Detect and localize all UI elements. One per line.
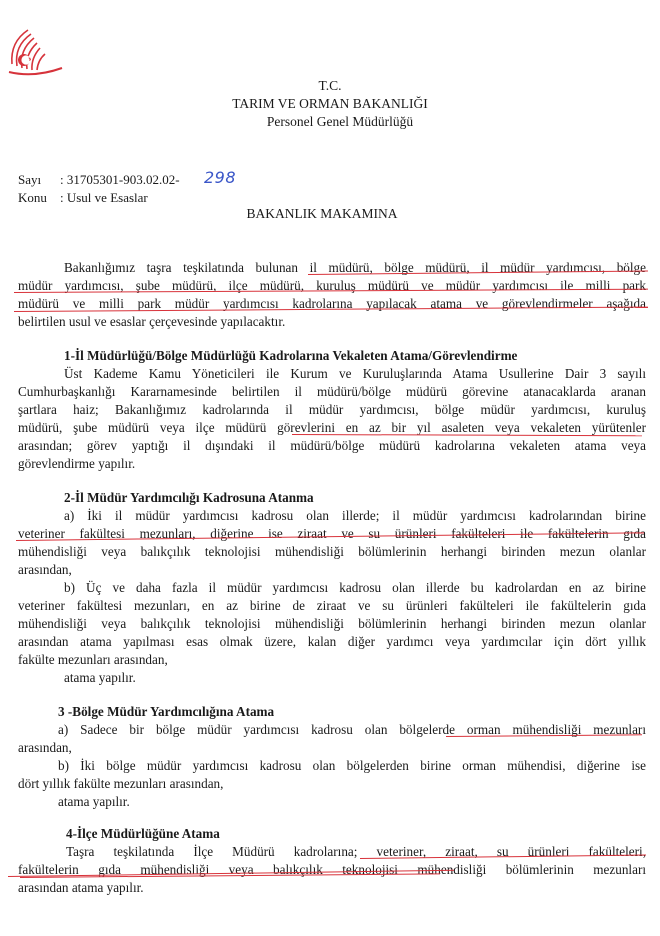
section-line: müdürü, şube müdürü veya ilçe müdürü görevlerini en az bir yıl asaleten veya vekaleten yürütenler	[18, 420, 646, 435]
addressee: BAKANLIK MAKAMINA	[246, 206, 398, 221]
sayi-value: : 31705301-903.02.02-	[60, 172, 180, 187]
intro-line: müdür yardımcısı, şube müdürü, ilçe müdürü, kuruluş müdürü ve müdür yardımcısı ile milli park	[18, 278, 646, 293]
sayi-label: Sayı	[18, 172, 42, 187]
section-line: fakültelerin gıda mühendisliği veya balıkçılık teknolojisi mühendisliği bölümlerinin mezunları	[18, 862, 646, 877]
section-line: Cumhurbaşkanlığı Kararnamesinde belirtilen il müdürü/bölge müdürü görevine atanacaklarda aranan	[18, 384, 646, 399]
section-line: atama yapılır.	[64, 670, 136, 685]
section-title: 1-İl Müdürlüğü/Bölge Müdürlüğü Kadrolarına Vekaleten Atama/Görevlendirme	[64, 348, 518, 363]
section-line: atama yapılır.	[58, 794, 130, 809]
section-line: Taşra teşkilatında İlçe Müdürü kadrolarına; veteriner, ziraat, su ürünleri fakülteleri,	[66, 844, 646, 859]
section-title: 4-İlçe Müdürlüğüne Atama	[66, 826, 220, 841]
section-line: arasından atama yapılır.	[18, 880, 144, 895]
intro-line: Bakanlığımız taşra teşkilatında bulunan il müdürü, bölge müdürü, il müdür yardımcısı, bölge	[64, 260, 646, 275]
section-line: dört yıllık fakülte mezunları arasından,	[18, 776, 224, 791]
section-line: arasından; görev yaptığı il dışındaki il müdürü/bölge müdürü kadrolarına vekaleten atama veya	[18, 438, 646, 453]
section-line: veteriner fakültesi mezunları, en az birine de ziraat ve su ürünleri fakülteleri ile fakültelerin gıda	[18, 598, 646, 613]
section-line: Üst Kademe Kamu Yöneticileri ile Kurum ve Kuruluşlarında Atama Usullerine Dair 3 sayılı	[64, 366, 646, 381]
section-line: a) Sadece bir bölge müdür yardımcısı kadrosu olan bölgelerde orman mühendisliği mezunları	[58, 722, 646, 737]
section-line: a) İki il müdür yardımcısı kadrosu olan illerde; il müdür yardımcısı kadrolarından birine	[64, 508, 646, 523]
section-line: fakülte mezunları arasından,	[18, 652, 168, 667]
section-line: b) Üç ve daha fazla il müdür yardımcısı kadrosu olan illerde bu kadrolardan en az birine	[64, 580, 646, 595]
header-state: T.C.	[318, 78, 342, 93]
section-title: 2-İl Müdür Yardımcılığı Kadrosuna Atanma	[64, 490, 314, 505]
header-department: Personel Genel Müdürlüğü	[266, 114, 414, 129]
sayi-handwritten-number: 298	[204, 168, 237, 187]
section-line: mühendisliği veya balıkçılık teknolojisi mühendisliği bölümlerinin herhangi birinden mezun olanlar	[18, 544, 646, 559]
section-line: b) İki bölge müdür yardımcısı kadrosu olan bölgelerden birine orman mühendisi, diğerine ise	[58, 758, 646, 773]
section-line: arasından atama yapılması esas olmak üzere, kalan diğer yardımcı veya yardımcılar için dört yıllık	[18, 634, 646, 649]
section-line: görevlendirme yapılır.	[18, 456, 136, 471]
intro-line: belirtilen usul ve esaslar çerçevesinde yapılacaktır.	[18, 314, 286, 329]
section-line: arasından,	[18, 562, 72, 577]
section-line: arasından,	[18, 740, 72, 755]
intro-line: müdürü ve milli park müdür yardımcısı kadrolarına yapılacak atama ve görevlendirmeler aşağıda	[18, 296, 646, 311]
section-title: 3 -Bölge Müdür Yardımcılığına Atama	[58, 704, 275, 719]
konu-label: Konu	[18, 190, 47, 205]
section-line: şartlara haiz; Bakanlığımız kadrolarında il müdür yardımcısı, bölge müdür yardımcısı, kuruluş	[18, 402, 646, 417]
konu-value: : Usul ve Esaslar	[60, 190, 148, 205]
section-line: mühendisliği veya balıkçılık teknolojisi mühendisliği bölümlerinin herhangi birinden mezun olanlar	[18, 616, 646, 631]
section-line: veteriner fakültesi mezunları, diğerine ise ziraat ve su ürünleri fakülteleri ile fakültelerin gıda	[18, 526, 646, 541]
ministry-emblem-icon	[4, 18, 66, 80]
header-ministry: TARIM VE ORMAN BAKANLIĞI	[232, 96, 428, 111]
